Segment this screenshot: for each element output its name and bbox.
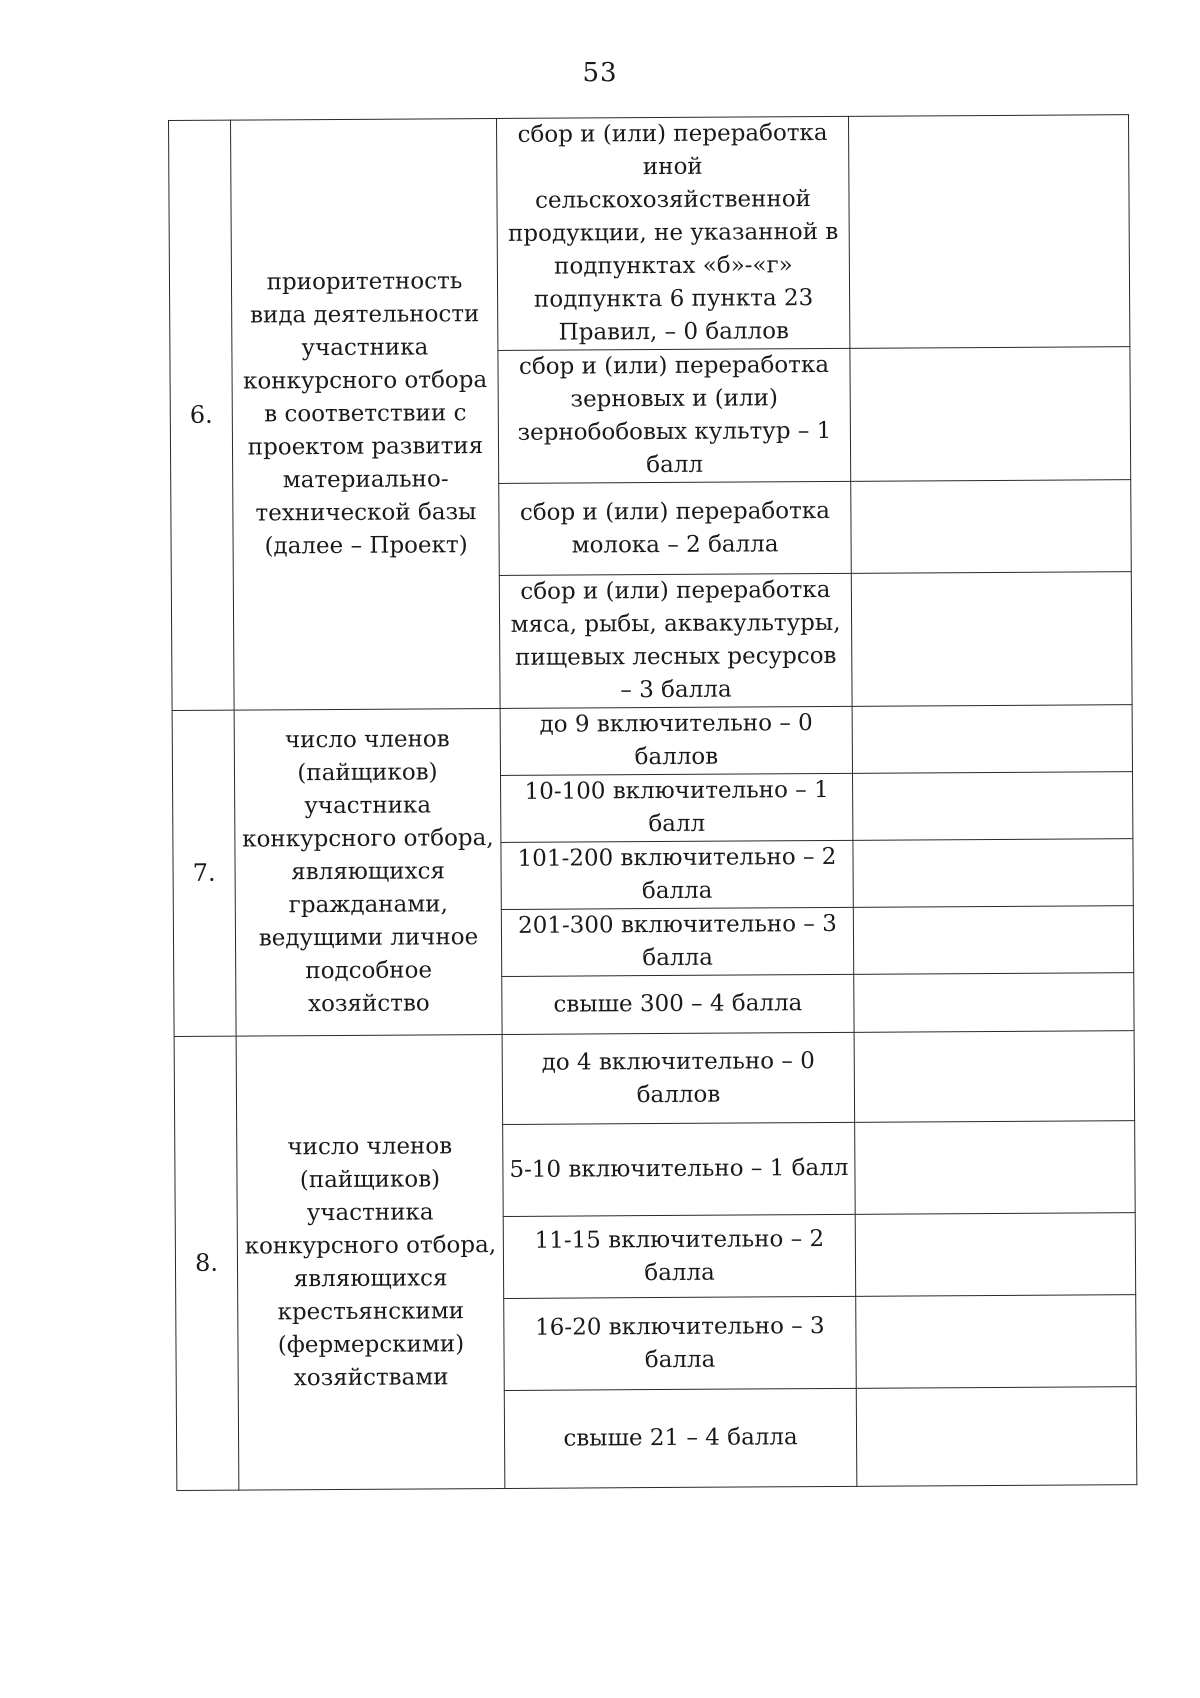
score-cell — [851, 480, 1132, 574]
criterion-option: 11-15 включительно – 2 балла — [503, 1214, 855, 1298]
score-cell — [853, 906, 1133, 975]
table-row — [169, 115, 1130, 353]
score-cell — [855, 1213, 1135, 1297]
criterion-text: приоритетность вида деятельности участника конкурсного отбора в соответствии с проектом развития материально-технической базы (далее – Проект) — [231, 118, 501, 710]
criterion-option: до 9 включительно – 0 баллов — [500, 706, 852, 775]
criterion-number: 8. — [174, 1036, 239, 1490]
criterion-option: сбор и (или) переработка иной сельскохозяйственной продукции, не указанной в подпунктах «б»-«г» подпункта 6 пункта 23 Правил, – 0 баллов — [496, 116, 849, 350]
criterion-option: 101-200 включительно – 2 балла — [501, 840, 853, 909]
criterion-option: сбор и (или) переработка зерновых и (или) зернобобовых культур – 1 балл — [498, 348, 851, 483]
table-row — [174, 1031, 1135, 1127]
score-cell — [854, 973, 1134, 1033]
criterion-option: сбор и (или) переработка молока – 2 балла — [499, 481, 852, 575]
criterion-option: 201-300 включительно – 3 балла — [501, 907, 853, 976]
criterion-option: до 4 включительно – 0 баллов — [502, 1032, 855, 1124]
score-cell — [854, 1031, 1135, 1123]
criterion-option: 10-100 включительно – 1 балл — [501, 773, 853, 842]
criterion-option: сбор и (или) переработка мяса, рыбы, аквакультуры, пищевых лесных ресурсов – 3 балла — [499, 573, 852, 708]
score-cell — [853, 772, 1133, 841]
page-number: 53 — [582, 58, 618, 88]
score-cell — [856, 1295, 1137, 1389]
score-cell — [850, 347, 1131, 482]
score-cell — [851, 572, 1132, 707]
criterion-option: свыше 300 – 4 балла — [502, 974, 854, 1034]
criterion-option: 5-10 включительно – 1 балл — [503, 1122, 856, 1216]
table-row — [172, 705, 1132, 778]
criterion-text: число членов (пайщиков) участника конкурсного отбора, являющихся крестьянскими (фермерскими) хозяйствами — [236, 1034, 505, 1490]
score-cell — [852, 705, 1132, 774]
score-cell — [855, 1121, 1136, 1215]
score-cell — [848, 115, 1129, 349]
criterion-option: свыше 21 – 4 балла — [504, 1388, 857, 1488]
criterion-number: 7. — [172, 710, 236, 1036]
criterion-option: 16-20 включительно – 3 балла — [504, 1296, 857, 1390]
criterion-text: число членов (пайщиков) участника конкурсного отбора, являющихся гражданами, ведущими личное подсобное хозяйство — [234, 708, 502, 1036]
score-cell — [856, 1387, 1137, 1487]
score-cell — [853, 839, 1133, 908]
criterion-number: 6. — [169, 120, 235, 710]
criteria-table — [168, 114, 1137, 1491]
